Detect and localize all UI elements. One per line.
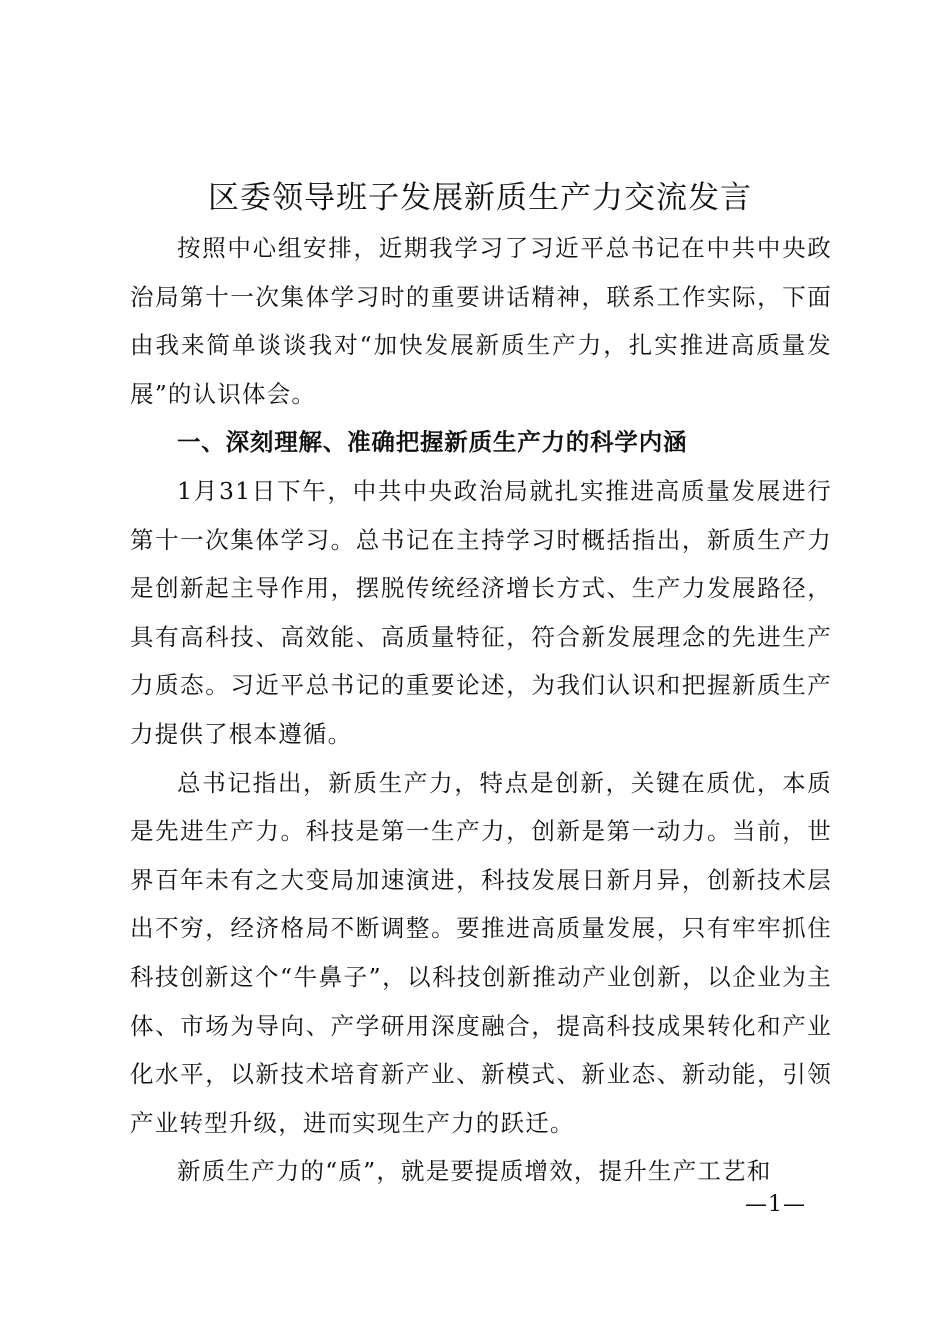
- document-body: [130, 224, 832, 1196]
- body-paragraph: 新质生产力的“质”，就是要提质增效，提升生产工艺和: [177, 1157, 772, 1186]
- page-number: —1—: [745, 1192, 806, 1217]
- body-paragraph: 1月31日下午，中共中央政治局就扎实推进高质量发展进行第十一次集体学习。总书记在主持学习时概括指出，新质生产力是创新起主导作用，摆脱传统经济增长方式、生产力发展路径，具有高科技、高效能、高质量特征，符合新发展理念的先进生产力质态。习近平总书记的重要论述，为我们认识和把握新质生产力提供了根本遵循。: [130, 476, 832, 748]
- section-heading: 一、深刻理解、准确把握新质生产力的科学内涵: [177, 428, 688, 457]
- body-paragraph: 总书记指出，新质生产力，特点是创新，关键在质优，本质是先进生产力。科技是第一生产力，创新是第一动力。当前，世界百年未有之大变局加速演进，科技发展日新月异，创新技术层出不穷，经济格局不断调整。要推进高质量发展，只有牢牢抓住科技创新这个“牛鼻子”，以科技创新推动产业创新，以企业为主体、市场为导向、产学研用深度融合，提高科技成果转化和产业化水平，以新技术培育新产业、新模式、新业态、新动能，引领产业转型升级，进而实现生产力的跃迁。: [130, 768, 832, 1137]
- document-title: 区委领导班子发展新质生产力交流发言: [208, 180, 752, 216]
- intro-paragraph: 按照中心组安排，近期我学习了习近平总书记在中共中央政治局第十一次集体学习时的重要讲话精神，联系工作实际，下面由我来简单谈谈我对“加快发展新质生产力，扎实推进高质量发展”的认识体会。: [130, 234, 832, 408]
